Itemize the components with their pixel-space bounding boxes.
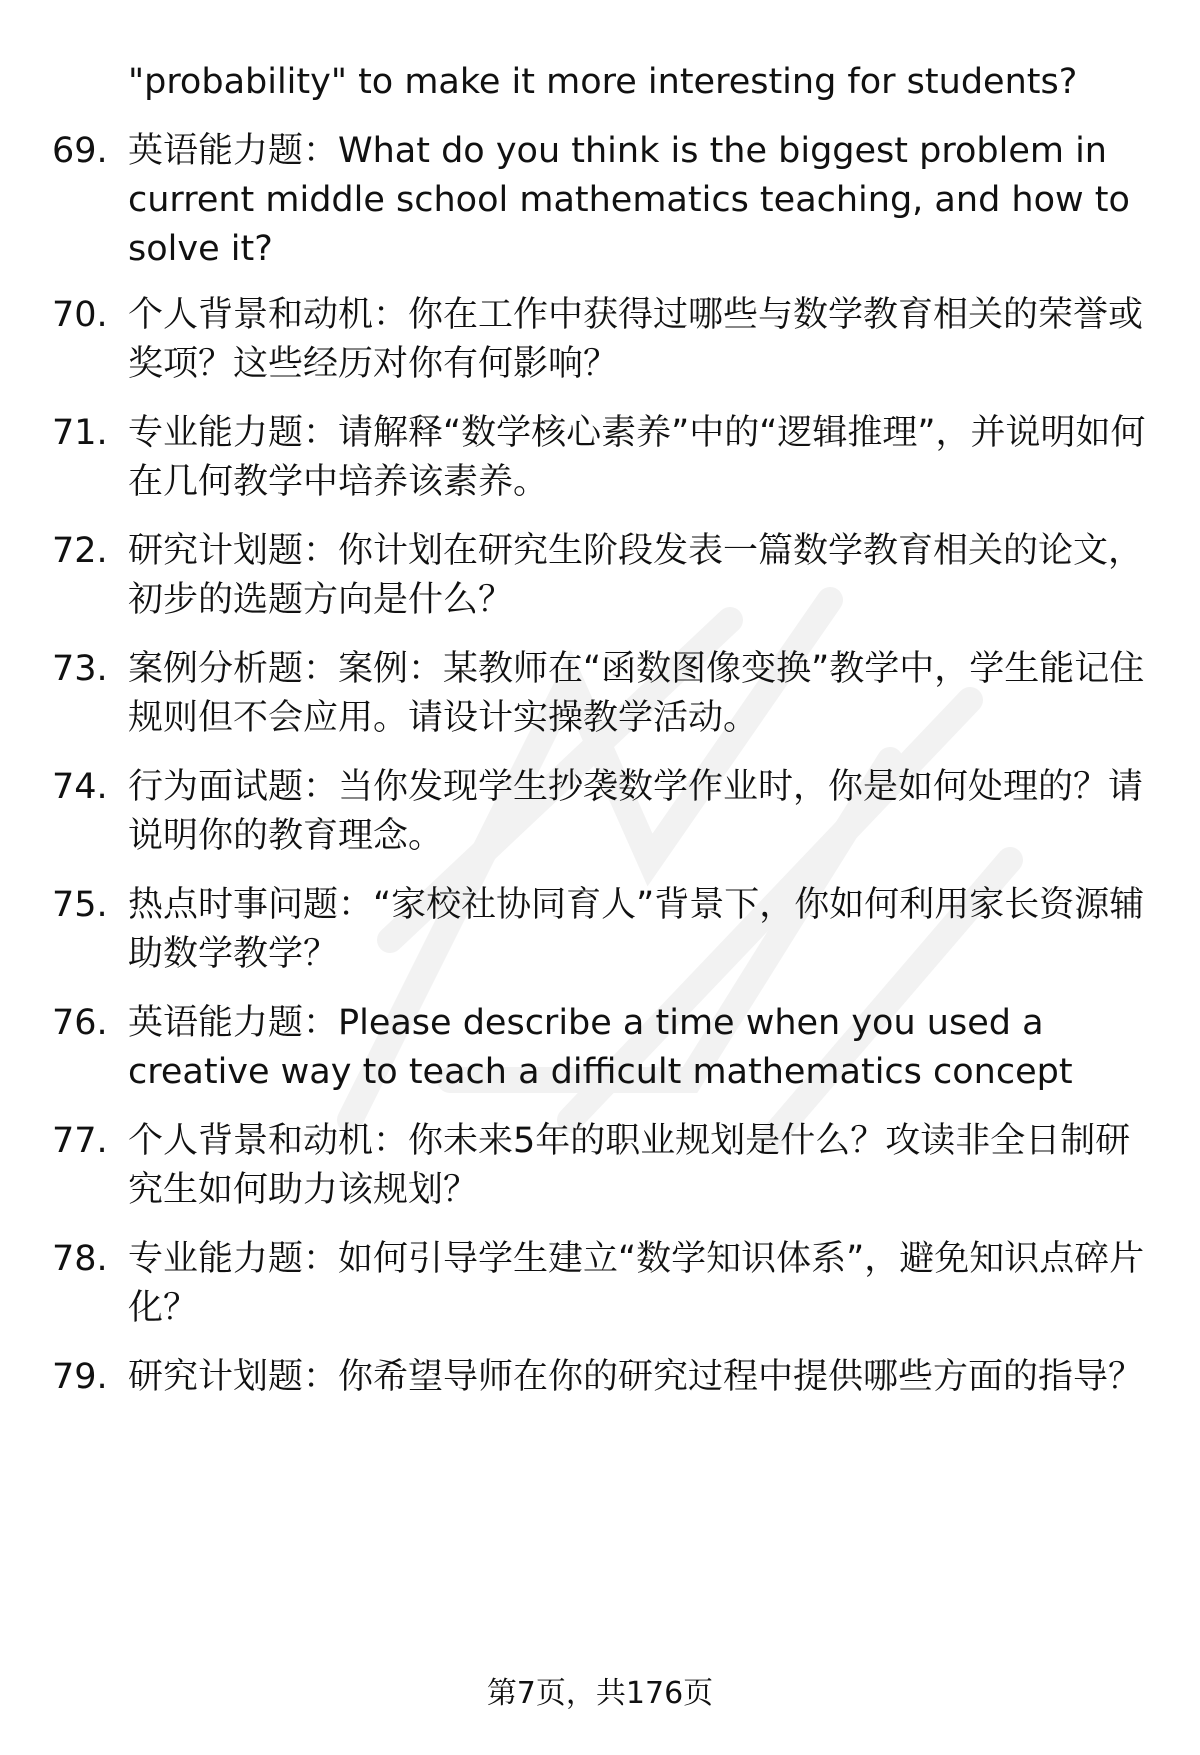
question-text: 研究计划题：你计划在研究生阶段发表一篇数学教育相关的论文，初步的选题方向是什么？ [128, 531, 1144, 620]
question-text: 专业能力题：如何引导学生建立“数学知识体系”，避免知识点碎片化？ [128, 1239, 1145, 1328]
question-number: 76. [52, 1003, 108, 1043]
question-text: 研究计划题：你希望导师在你的研究过程中提供哪些方面的指导？ [128, 1357, 1144, 1397]
question-number: 72. [52, 531, 108, 571]
question-text: 英语能力题：What do you think is the biggest problem in current middle school mathematics teaching, and how to solve it? [128, 131, 1130, 269]
question-text: 案例分析题：案例：某教师在“函数图像变换”教学中，学生能记住规则但不会应用。请设计实操教学活动。 [128, 649, 1145, 738]
page-number-footer: 第7页，共176页 [486, 1676, 714, 1711]
question-number: 79. [52, 1357, 108, 1397]
question-text: 个人背景和动机：你未来5年的职业规划是什么？攻读非全日制研究生如何助力该规划？ [128, 1121, 1131, 1210]
question-number: 75. [52, 885, 108, 925]
question-text: 热点时事问题：“家校社协同育人”背景下，你如何利用家长资源辅助数学教学？ [128, 885, 1145, 974]
question-number: 77. [52, 1121, 108, 1161]
question-number: 74. [52, 767, 108, 807]
continued-question-text: "probability" to make it more interesting for students? [128, 62, 1078, 102]
question-text: 英语能力题：Please describe a time when you used a creative way to teach a difficult mathematics concept [128, 1003, 1073, 1092]
question-number: 70. [52, 295, 108, 335]
question-text: 个人背景和动机：你在工作中获得过哪些与数学教育相关的荣誉或奖项？这些经历对你有何影响？ [128, 295, 1144, 384]
question-number: 78. [52, 1239, 108, 1279]
question-number: 73. [52, 649, 108, 689]
question-number: 71. [52, 413, 108, 453]
question-number: 69. [52, 131, 108, 171]
question-text: 行为面试题：当你发现学生抄袭数学作业时，你是如何处理的？请说明你的教育理念。 [128, 767, 1144, 856]
question-text: 专业能力题：请解释“数学核心素养”中的“逻辑推理”，并说明如何在几何教学中培养该素养。 [128, 413, 1146, 502]
